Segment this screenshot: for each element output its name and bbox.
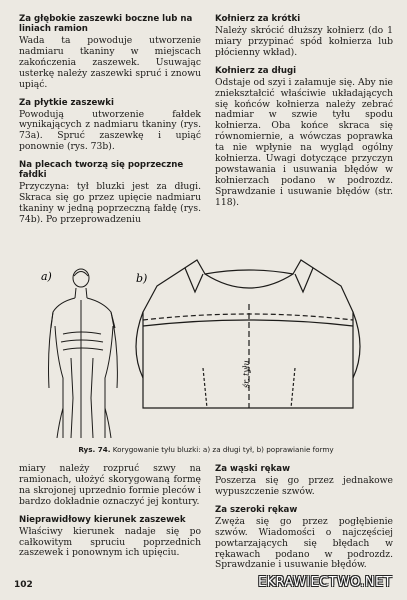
section-text: Zwęża się go przez pogłębienie szwów. Wiadomości o najczęściej powtarzających się błędach w rękawach podano w podrozdz. Sprawdzanie i usuwanie błędów. (215, 515, 393, 571)
section-heading: Kołnierz za krótki (215, 14, 301, 24)
section-heading: Za płytkie zaszewki (19, 97, 114, 108)
caption-prefix: Rys. 74. (78, 445, 111, 454)
caption-text: Korygowanie tyłu bluzki: a) za długi tył, b) poprawianie formy (112, 445, 334, 454)
section-shallow-darts (19, 98, 201, 154)
site-watermark: EKRAWIECTWO.NET (258, 575, 392, 590)
section-deep-darts (19, 14, 201, 91)
section-text: miary należy rozpruć szwy na ramionach, ułożyć skorygowaną formę na skrojonej uprzednio formie pleców i bardzo dokładnie oznaczyć jej kontury. (19, 463, 201, 507)
section-text: Wada ta powoduje utworzenie nadmiaru tkaniny w miejscach zakończenia zaszewek. Usuwając usterkę należy zaszewki spruć i znowu upiąć. (19, 35, 201, 90)
right-column-bottom (215, 464, 393, 578)
section-text: Poszerza się go przez jednakowe wypuszczenie szwów. (215, 475, 393, 497)
section-text: Należy skrócić dłuższy kołnierz (do 1 miary przypinać spód kołnierza lub płócienny wkład). (215, 25, 393, 58)
left-column-bottom (19, 464, 201, 566)
section-heading: Za głębokie zaszewki boczne lub na liniach ramion (19, 14, 193, 34)
right-column-top (215, 14, 393, 216)
section-heading: Na plecach tworzą się poprzeczne fałdki (19, 160, 184, 181)
section-dart-direction (19, 515, 201, 560)
center-back-label: śr. tyłu (242, 360, 251, 388)
section-back-folds (19, 160, 201, 226)
section-heading: Za wąski rękaw (215, 464, 291, 474)
section-heading: Za szeroki rękaw (215, 504, 298, 515)
section-heading: Kołnierz za długi (215, 65, 297, 76)
section-text: Przyczyna: tył bluzki jest za długi. Skraca się go przez upięcie nadmiaru tkaniny w jedną poprzeczną fałdę (rys. 74b). Po przeprowadzeniu (19, 181, 201, 225)
section-text: Odstaje od szyi i załamuje się. Aby nie zniekształcić właściwie układających się końców kołnierza należy zebrać nadmiar w szwie tyłu spodu kołnierza. Oba końce skraca się równomiernie, a wówczas poprawka ta nie wpłynie na wygląd ogólny kołnierza. Uwagi dotyczące przyczyn powstawania i usuwania błędów w kołnierzach podano w podrozdz. Sprawdzanie i usuwanie błędów (str. 118). (215, 76, 393, 208)
left-column-top (19, 14, 201, 233)
figure-label-a: a) (41, 270, 52, 283)
page-number: 102 (14, 580, 33, 590)
section-collar-short (215, 14, 393, 59)
section-text: Powodują utworzenie fałdek wynikających z nadmiaru tkaniny (rys. 73a). Spruć zaszewkę i upiąć ponownie (rys. 73b). (19, 108, 201, 153)
figure-a-illustration (49, 269, 118, 438)
section-wide-sleeve (215, 505, 393, 572)
section-continuation (19, 464, 201, 508)
section-heading: Nieprawidłowy kierunek zaszewek (19, 514, 186, 525)
figure-74 (19, 238, 393, 438)
figure-caption (19, 445, 393, 454)
section-narrow-sleeve (215, 464, 393, 498)
section-text: Właściwy kierunek nadaje się po całkowitym spruciu poprzednich zaszewek i ponownym ich upięciu. (19, 525, 201, 559)
figure-label-b: b) (136, 272, 148, 285)
section-collar-long (215, 66, 393, 209)
figure-drawing (19, 238, 393, 438)
